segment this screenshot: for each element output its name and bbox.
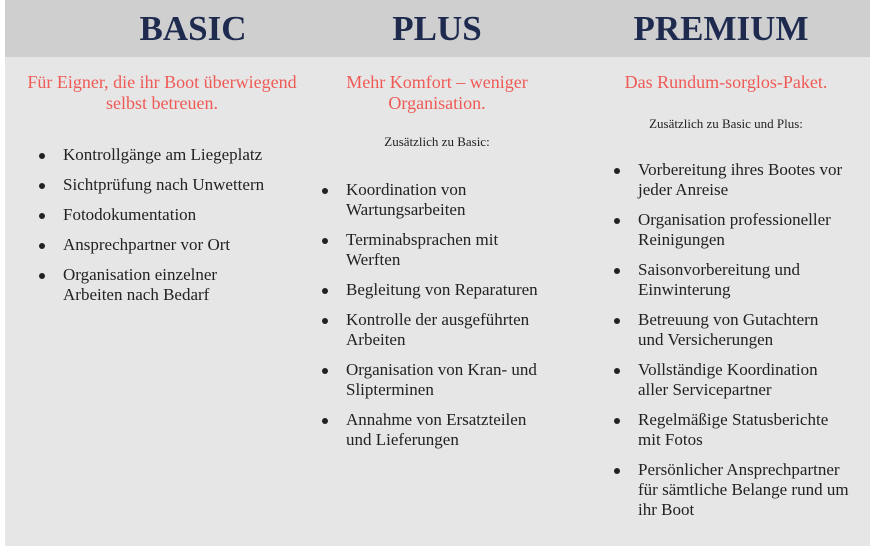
feature-list-plus (318, 180, 568, 450)
tier-header-bar (5, 0, 870, 57)
tier-tagline-premium: Das Rundum-sorglos-Paket. (624, 72, 828, 92)
feature-item: Sichtprüfung nach Unwettern (35, 175, 310, 195)
tier-note-premium: Zusätzlich zu Basic und Plus: (649, 116, 803, 131)
tier-title-basic: BASIC (139, 9, 247, 48)
feature-item: Koordination von Wartungsarbeiten (318, 180, 496, 220)
feature-item: Begleitung von Reparaturen (318, 280, 568, 300)
tier-title-premium: PREMIUM (633, 9, 809, 48)
feature-item: Kontrollgänge am Liegeplatz (35, 145, 310, 165)
feature-item: Ansprechpartner vor Ort (35, 235, 310, 255)
pricing-panel (5, 0, 870, 546)
feature-item: Betreuung von Gutachtern und Versicherungen (610, 310, 848, 350)
tier-title-plus: PLUS (392, 9, 482, 48)
feature-item: Regelmäßige Statusberichte mit Fotos (610, 410, 848, 450)
tier-note-plus: Zusätzlich zu Basic: (384, 134, 490, 149)
feature-item: Organisation einzelner Arbeiten nach Bedarf (35, 265, 238, 305)
feature-item: Persönlicher Ansprechpartner für sämtliche Belange rund um ihr Boot (610, 460, 860, 520)
feature-item: Fotodokumentation (35, 205, 310, 225)
tier-column-plus (322, 72, 552, 114)
tier-tagline-plus: Mehr Komfort – weniger Organisation. (346, 72, 528, 113)
tier-column-premium (605, 72, 847, 93)
feature-list-basic (35, 145, 310, 305)
feature-item: Annahme von Ersatzteilen und Lieferungen (318, 410, 546, 450)
tier-column-basic (27, 72, 297, 114)
tier-tagline-basic: Für Eigner, die ihr Boot überwiegend selbst betreuen. (27, 72, 297, 113)
feature-item: Vorbereitung ihres Bootes vor jeder Anreise (610, 160, 860, 200)
feature-list-premium (610, 160, 862, 520)
feature-item: Saisonvorbereitung und Einwinterung (610, 260, 828, 300)
feature-item: Vollständige Koordination aller Servicepartner (610, 360, 838, 400)
feature-item: Terminabsprachen mit Werften (318, 230, 516, 270)
feature-item: Organisation professioneller Reinigungen (610, 210, 860, 250)
feature-item: Organisation von Kran- und Slipterminen (318, 360, 556, 400)
feature-item: Kontrolle der ausgeführten Arbeiten (318, 310, 546, 350)
